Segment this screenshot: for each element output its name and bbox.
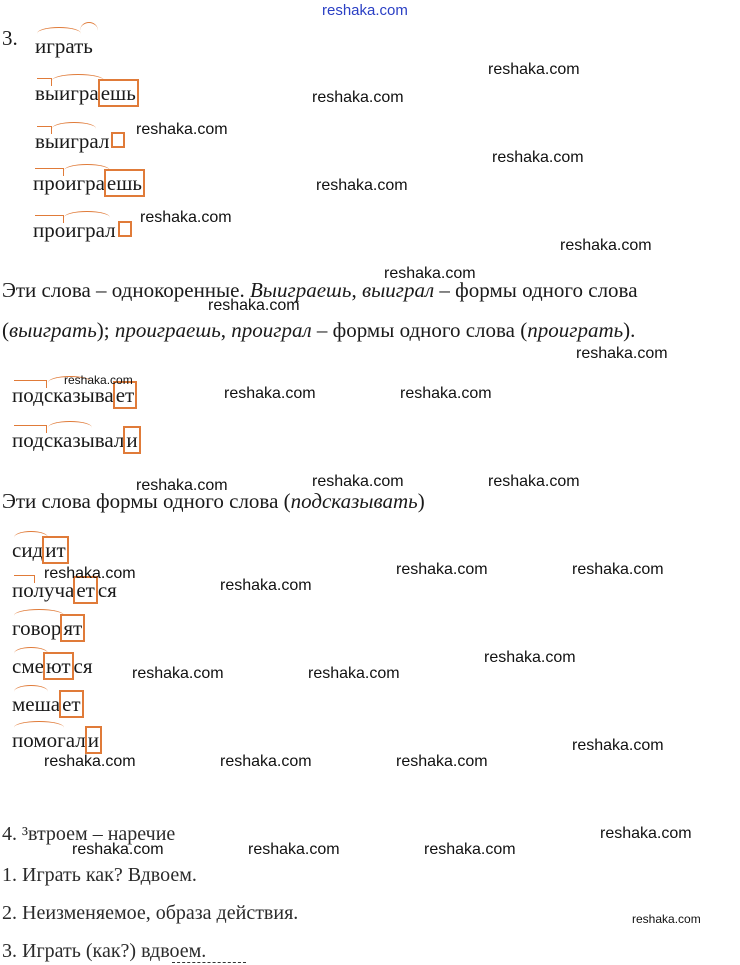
watermark: reshaka.com (248, 841, 340, 858)
text: , (220, 318, 232, 342)
watermark: reshaka.com (488, 61, 580, 78)
watermark: reshaka.com (140, 209, 232, 226)
root-arc (14, 721, 64, 734)
prefix-mark (37, 78, 52, 86)
word-ending-box: ет (73, 576, 98, 604)
watermark: reshaka.com (396, 753, 488, 770)
word-stem: подсказыва (12, 383, 114, 407)
text: ). (623, 318, 636, 342)
root-arc (14, 609, 64, 622)
word-stem: говор (12, 616, 62, 640)
italic-word: выиграл (361, 278, 435, 302)
task4-answer-3: 3. Играть (как?) вдвоем. (2, 940, 207, 962)
text: Эти слова формы одного слова ( (2, 489, 291, 513)
watermark: reshaka.com (208, 297, 300, 314)
root-arc (37, 27, 81, 40)
word-postfix: ся (97, 578, 117, 602)
watermark: reshaka.com (312, 89, 404, 106)
italic-word: выиграть (9, 318, 97, 342)
italic-word: подсказывать (290, 489, 418, 513)
task-number-3: 3. (2, 26, 18, 50)
task4-answer-1: 1. Играть как? Вдвоем. (2, 864, 197, 886)
watermark: reshaka.com (488, 473, 580, 490)
paragraph-1-line-2 (2, 313, 635, 347)
root-arc (52, 122, 96, 135)
watermark: reshaka.com (44, 565, 136, 582)
prefix-mark (35, 168, 64, 176)
word-ending-box: ет (59, 690, 84, 718)
watermark: reshaka.com (220, 753, 312, 770)
watermark: reshaka.com (576, 345, 668, 362)
word-stem: получа (12, 578, 75, 602)
root-arc (14, 531, 48, 544)
watermark: reshaka.com (312, 473, 404, 490)
prefix-mark (37, 126, 52, 134)
word-stem: сид (12, 538, 44, 562)
suffix-mark (80, 22, 98, 39)
watermark: reshaka.com (384, 265, 476, 282)
paragraph-1-line-1 (2, 273, 638, 307)
root-arc (64, 164, 110, 177)
text: ( (2, 318, 9, 342)
watermark-small: reshaka.com (632, 912, 701, 926)
word-ending-box: и (123, 426, 140, 454)
task4-answer-2: 2. Неизменяемое, образа действия. (2, 902, 299, 924)
watermark: reshaka.com (220, 577, 312, 594)
root-arc (48, 421, 92, 434)
italic-word: проиграл (231, 318, 312, 342)
root-arc (52, 74, 104, 87)
watermark: reshaka.com (572, 737, 664, 754)
word-ending-box: ет (113, 381, 138, 409)
prefix-mark (14, 575, 35, 583)
watermark: reshaka.com (492, 149, 584, 166)
root-arc (14, 647, 48, 660)
watermark: reshaka.com (600, 825, 692, 842)
word-stem: сме (12, 654, 44, 678)
word-stem: выиграл (35, 129, 110, 153)
watermark-small: reshaka.com (64, 373, 133, 387)
text: ) (417, 489, 425, 513)
italic-word: Выиграешь (249, 278, 352, 302)
watermark: reshaka.com (572, 561, 664, 578)
word-stem: меша (12, 692, 61, 716)
prefix-mark (14, 425, 47, 433)
word-ending-box: и (85, 726, 102, 754)
word-ending-box: ят (60, 614, 85, 642)
italic-word: проиграть (527, 318, 624, 342)
text: , (351, 278, 362, 302)
root-arc (14, 685, 48, 698)
watermark: reshaka.com (44, 753, 136, 770)
watermark: reshaka.com (396, 561, 488, 578)
watermark: reshaka.com (132, 665, 224, 682)
zero-ending-box (111, 132, 125, 148)
watermark: reshaka.com (560, 237, 652, 254)
word-postfix: ся (73, 654, 93, 678)
word-ending-box: ют (43, 652, 74, 680)
prefix-mark (35, 215, 64, 223)
watermark: reshaka.com (484, 649, 576, 666)
task4-heading: 4. ³втроем – наречие (2, 823, 176, 845)
zero-ending-box (118, 221, 132, 237)
watermark: reshaka.com (424, 841, 516, 858)
word-stem: проигра (33, 171, 105, 195)
word-ending-box: ешь (98, 79, 139, 107)
watermark: reshaka.com (308, 665, 400, 682)
underline-dashed (172, 962, 246, 963)
root-arc (64, 211, 110, 224)
word-stem: выигра (35, 81, 99, 105)
word-root: играть (35, 34, 93, 58)
watermark: reshaka.com (136, 477, 228, 494)
italic-word: проиграешь (114, 318, 221, 342)
text: – формы одного слова ( (311, 318, 528, 342)
watermark: reshaka.com (136, 121, 228, 138)
watermark: reshaka.com (316, 177, 408, 194)
text: ); (96, 318, 115, 342)
watermark: reshaka.com (72, 841, 164, 858)
text: Эти слова – однокоренные. (2, 278, 250, 302)
word-stem: проиграл (33, 218, 116, 242)
word-stem: помогал (12, 728, 86, 752)
word-ending-box: ит (42, 536, 68, 564)
text: – формы одного слова (434, 278, 638, 302)
prefix-mark (14, 380, 47, 388)
word-ending-box: ешь (104, 169, 145, 197)
watermark: reshaka.com (224, 385, 316, 402)
word-stem: подсказывал (12, 428, 125, 452)
site-header-link[interactable]: reshaka.com (322, 2, 408, 19)
watermark: reshaka.com (400, 385, 492, 402)
